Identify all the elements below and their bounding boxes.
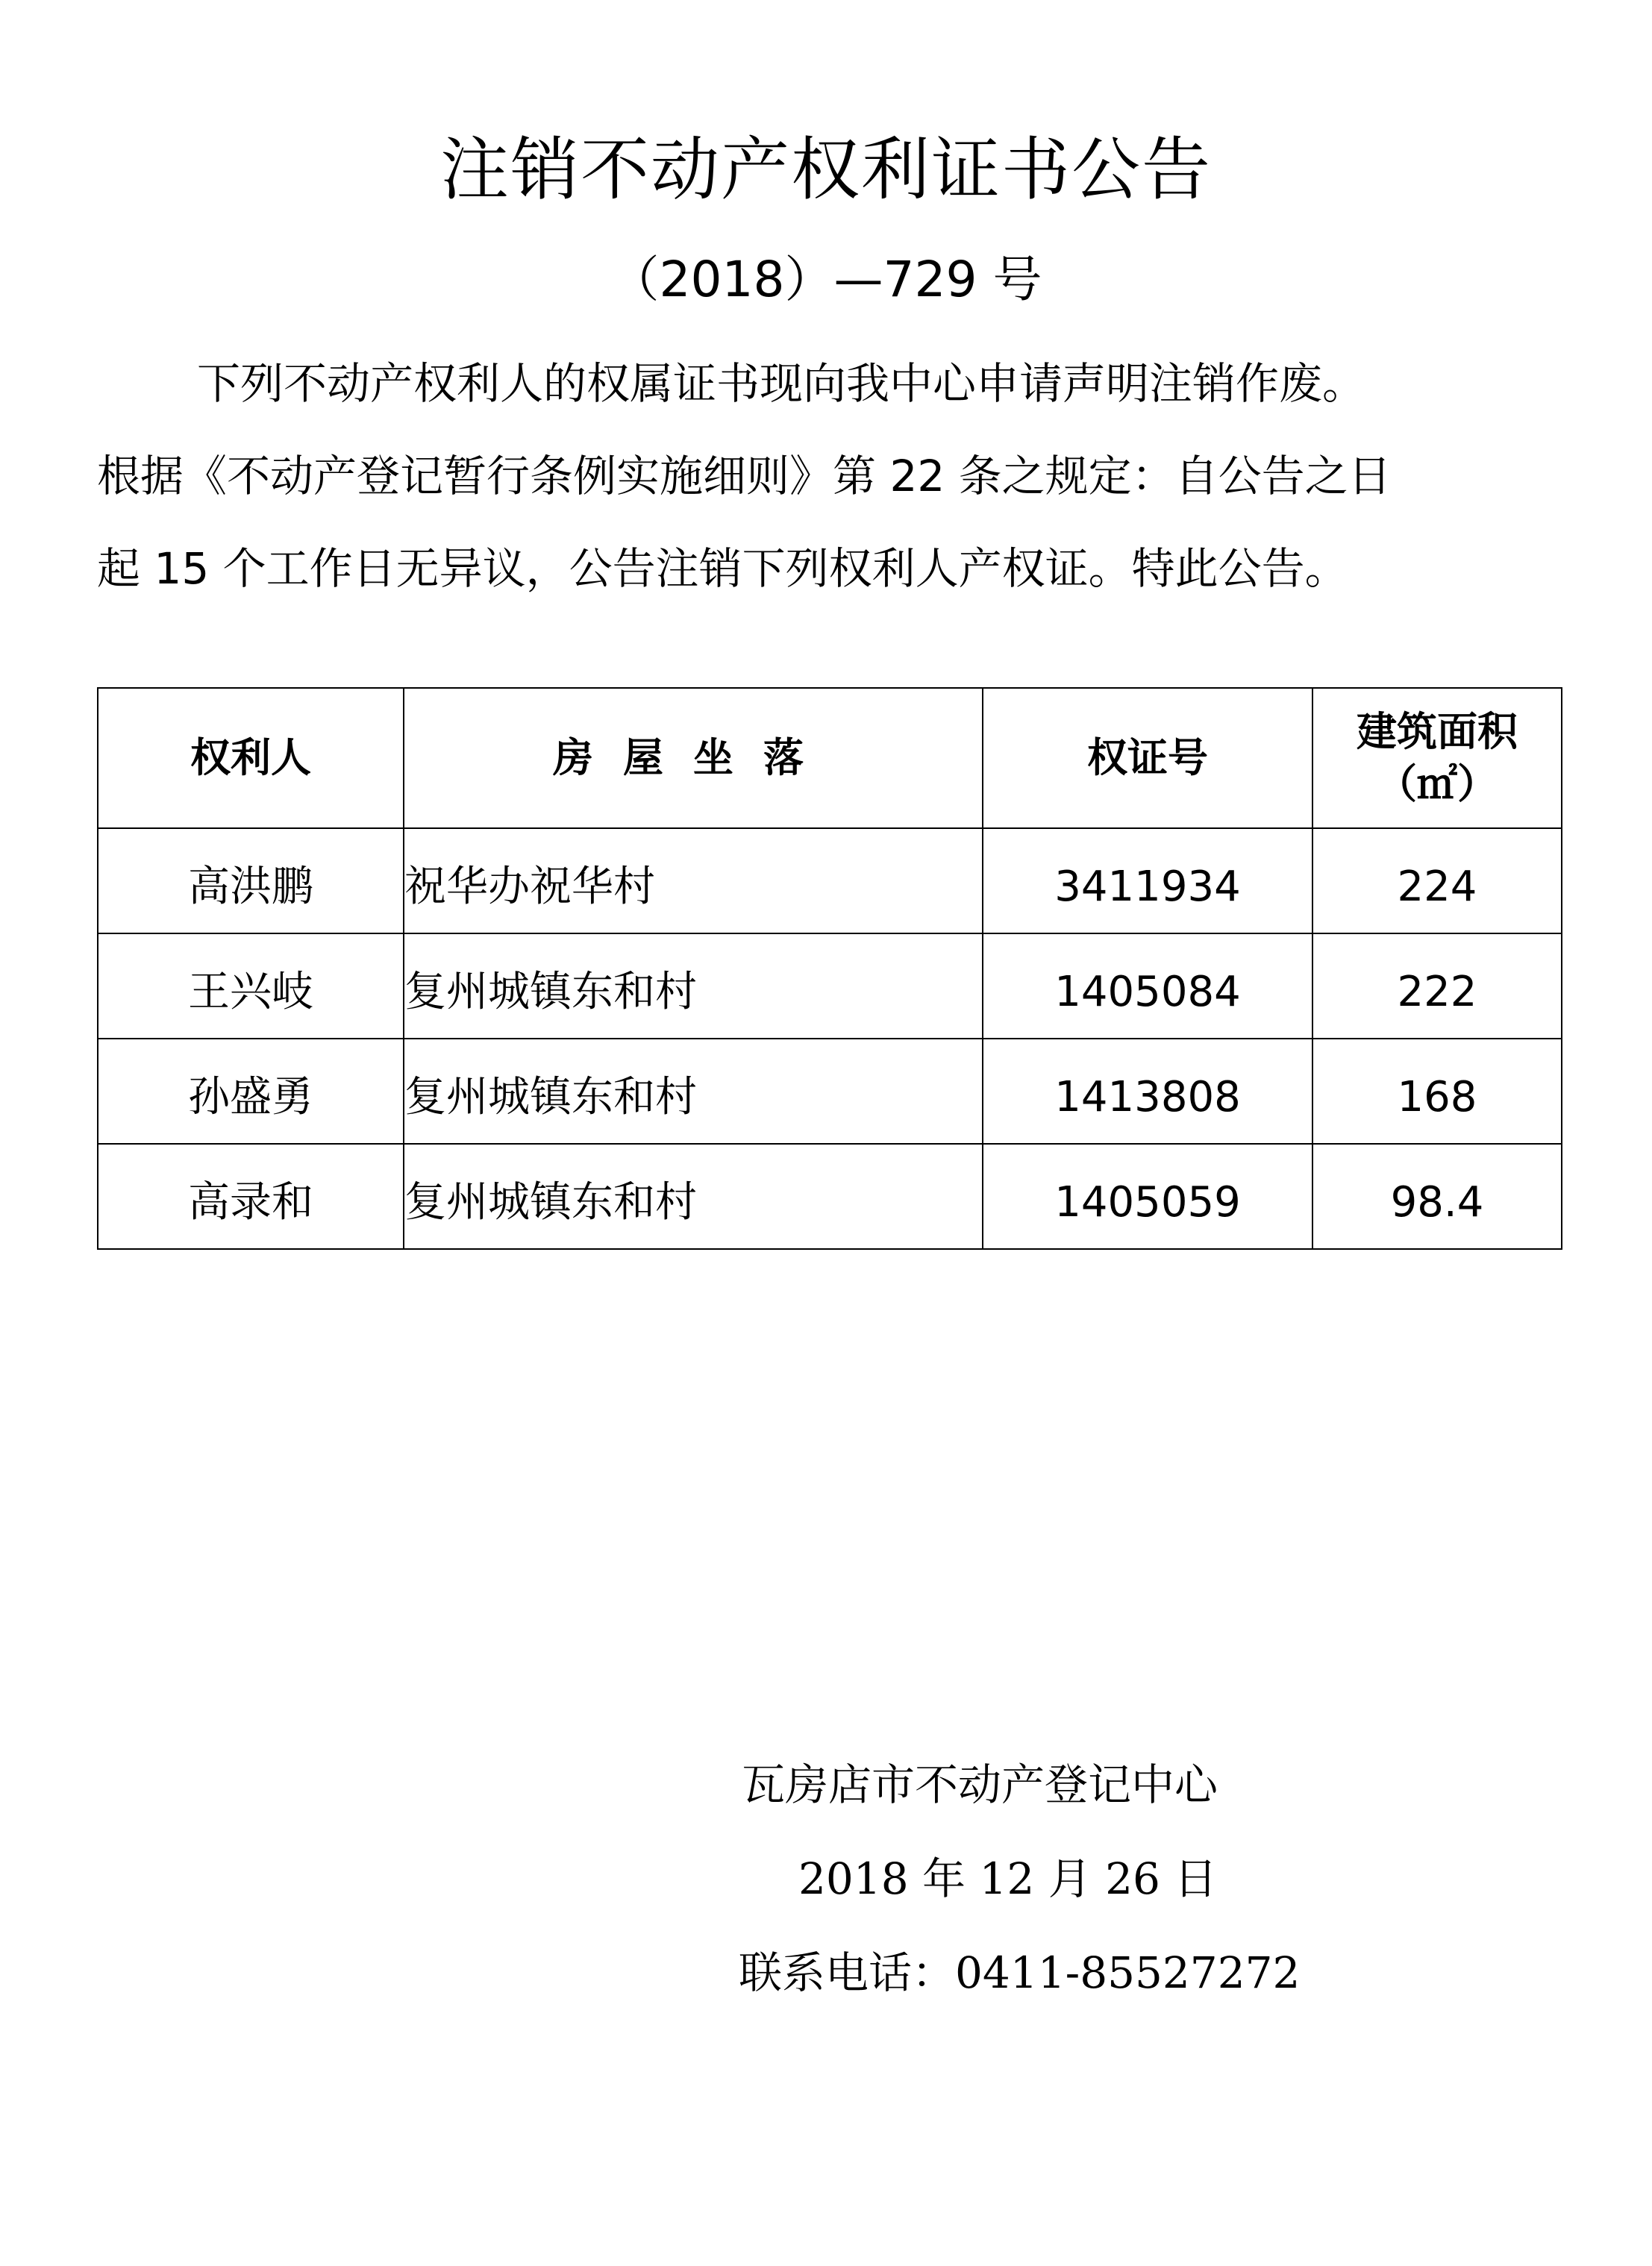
header-area <box>1312 688 1562 828</box>
table-row <box>98 1039 1562 1144</box>
cell-location: 复州城镇东和村 <box>404 1039 983 1144</box>
cell-location: 复州城镇东和村 <box>404 933 983 1039</box>
header-owner: 权利人 <box>98 688 404 828</box>
cell-area: 224 <box>1312 828 1562 933</box>
cell-cert-no: 1405084 <box>983 933 1312 1039</box>
cell-location: 祝华办祝华村 <box>404 828 983 933</box>
certificate-table <box>97 687 1562 1250</box>
cell-owner: 高洪鹏 <box>98 828 404 933</box>
cell-owner: 高录和 <box>98 1144 404 1249</box>
notice-paragraph-line-3: 起 15 个工作日无异议，公告注销下列权利人产权证。特此公告。 <box>97 543 1348 594</box>
cell-cert-no: 3411934 <box>983 828 1312 933</box>
contact-phone: 联系电话：0411-85527272 <box>739 1947 1301 1998</box>
header-cert-no: 权证号 <box>983 688 1312 828</box>
header-area-line-1: 建筑面积 <box>1357 708 1518 755</box>
notice-number: （2018）—729 号 <box>610 251 1042 308</box>
issuer-name: 瓦房店市不动产登记中心 <box>742 1759 1218 1810</box>
table-header-row <box>98 688 1562 828</box>
cell-owner: 孙盛勇 <box>98 1039 404 1144</box>
header-area-line-2: （㎡） <box>1377 760 1498 807</box>
notice-paragraph-line-2: 根据《不动产登记暂行条例实施细则》第 22 条之规定：自公告之日 <box>97 451 1392 501</box>
table-row <box>98 828 1562 933</box>
table-row <box>98 1144 1562 1249</box>
notice-paragraph-line-1: 下列不动产权利人的权属证书现向我中心申请声明注销作废。 <box>197 358 1366 409</box>
cell-area: 98.4 <box>1312 1144 1562 1249</box>
cell-cert-no: 1413808 <box>983 1039 1312 1144</box>
cell-cert-no: 1405059 <box>983 1144 1312 1249</box>
cell-area: 168 <box>1312 1039 1562 1144</box>
notice-title: 注销不动产权利证书公告 <box>439 130 1212 210</box>
cell-area: 222 <box>1312 933 1562 1039</box>
header-location <box>404 688 983 828</box>
issue-date: 2018 年 12 月 26 日 <box>798 1853 1218 1904</box>
table-row <box>98 933 1562 1039</box>
cell-location: 复州城镇东和村 <box>404 1144 983 1249</box>
header-location-label: 房屋坐落 <box>553 734 833 781</box>
cell-owner: 王兴岐 <box>98 933 404 1039</box>
